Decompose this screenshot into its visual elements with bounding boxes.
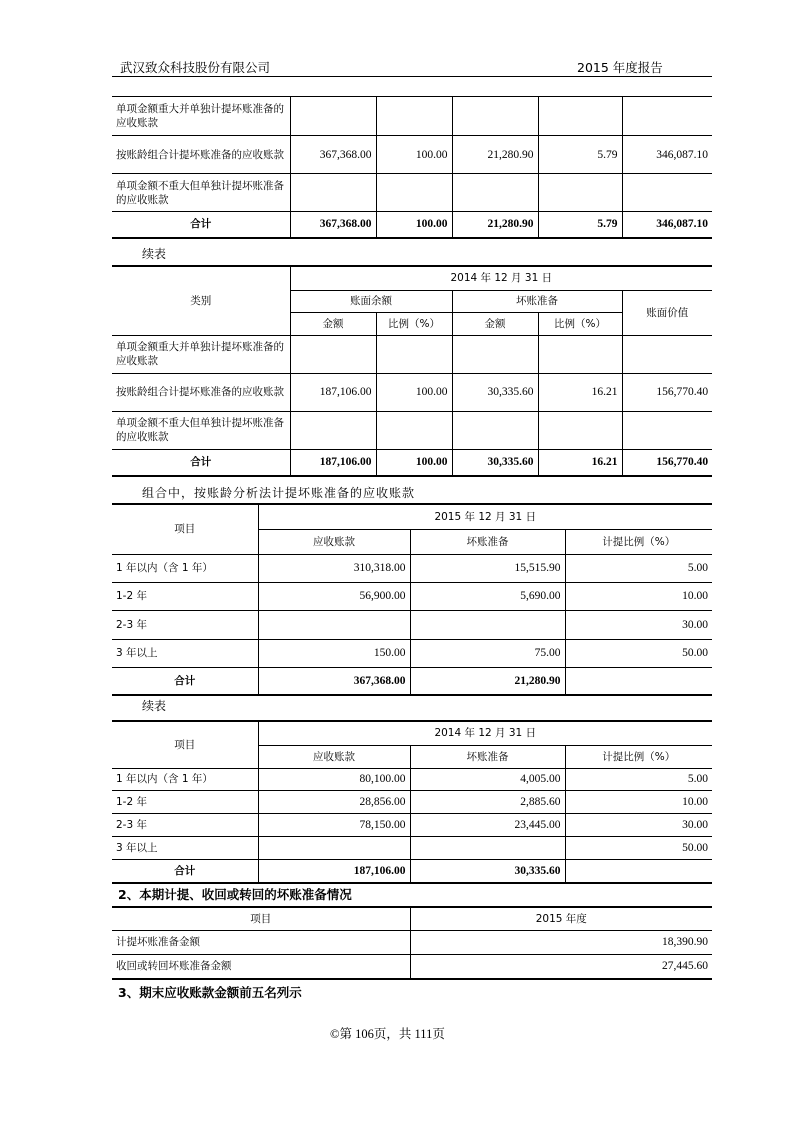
cell: 5,690.00: [410, 582, 565, 610]
row-label: 计提坏账准备金额: [112, 930, 410, 954]
cell: 187,106.00: [258, 859, 410, 883]
cell: 27,445.60: [410, 954, 712, 979]
table-row: [112, 836, 712, 859]
cell: 367,368.00: [258, 667, 410, 695]
header-rule: [112, 76, 712, 77]
table-row: [112, 790, 712, 813]
table-header-row: [112, 721, 712, 745]
cell: 28,856.00: [258, 790, 410, 813]
cell: 5.79: [538, 212, 622, 238]
amount-header: 金额: [452, 312, 538, 335]
cell: [538, 411, 622, 449]
row-label: 单项金额不重大但单独计提坏账准备的应收账款: [112, 174, 290, 212]
cell: [410, 610, 565, 639]
table-header-row: [112, 907, 712, 930]
cell: 18,390.90: [410, 930, 712, 954]
table-2014-category: [112, 265, 712, 477]
cell: [538, 174, 622, 212]
receivable-header: 应收账款: [258, 529, 410, 554]
total-label: 合计: [112, 859, 258, 883]
report-title: 2015 年度报告: [577, 60, 663, 75]
bad-debt-header: 坏账准备: [452, 290, 622, 312]
total-row: [112, 212, 712, 238]
cell: [410, 836, 565, 859]
cell: 21,280.90: [410, 667, 565, 695]
row-label: 2-3 年: [112, 813, 258, 836]
table-header-row: [112, 504, 712, 529]
cell: 367,368.00: [290, 212, 376, 238]
table-2014-aging: [112, 720, 712, 884]
continued-label: 续表: [142, 247, 167, 261]
row-label: 单项金额重大并单独计提坏账准备的应收账款: [112, 97, 290, 136]
total-row: [112, 859, 712, 883]
row-label: 按账龄组合计提坏账准备的应收账款: [112, 373, 290, 411]
cell: [622, 411, 712, 449]
cell: [452, 174, 538, 212]
section-3-heading: 3、期末应收账款金额前五名列示: [118, 985, 302, 1000]
cell: [376, 335, 452, 373]
table-row: [112, 582, 712, 610]
cell: [376, 97, 452, 136]
cell: 310,318.00: [258, 554, 410, 582]
aging-note: 组合中，按账龄分析法计提坏账准备的应收账款: [142, 486, 416, 500]
cell: [565, 667, 712, 695]
row-label: 1-2 年: [112, 790, 258, 813]
table-row: [112, 610, 712, 639]
category-header: 类别: [112, 266, 290, 335]
cell: 23,445.00: [410, 813, 565, 836]
cell: [538, 97, 622, 136]
cell: 156,770.40: [622, 373, 712, 411]
row-label: 3 年以上: [112, 639, 258, 667]
cell: 10.00: [565, 582, 712, 610]
cell: [290, 411, 376, 449]
table-row: [112, 335, 712, 373]
table-row: [112, 136, 712, 174]
cell: 78,150.00: [258, 813, 410, 836]
table-row: [112, 768, 712, 790]
book-balance-header: 账面余额: [290, 290, 452, 312]
date-header: 2014 年 12 月 31 日: [290, 266, 712, 290]
cell: 75.00: [410, 639, 565, 667]
cell: 10.00: [565, 790, 712, 813]
row-label: 单项金额不重大但单独计提坏账准备的应收账款: [112, 411, 290, 449]
cell: [258, 610, 410, 639]
table-provision-2015: [112, 906, 712, 980]
cell: 100.00: [376, 373, 452, 411]
cell: 100.00: [376, 449, 452, 476]
cell: [452, 97, 538, 136]
cell: 187,106.00: [290, 449, 376, 476]
total-row: [112, 667, 712, 695]
cell: 50.00: [565, 639, 712, 667]
cell: [538, 335, 622, 373]
cell: 100.00: [376, 136, 452, 174]
cell: 30.00: [565, 813, 712, 836]
cell: 100.00: [376, 212, 452, 238]
page-footer: ©第 106页，共 111页: [330, 1027, 445, 1041]
row-label: 收回或转回坏账准备金额: [112, 954, 410, 979]
cell: [622, 335, 712, 373]
cell: 346,087.10: [622, 212, 712, 238]
table-row: [112, 97, 712, 136]
ratio-header: 比例（%）: [376, 312, 452, 335]
table-header-row: [112, 266, 712, 290]
cell: [622, 174, 712, 212]
cell: [290, 97, 376, 136]
continued-label: 续表: [142, 699, 167, 713]
row-label: 2-3 年: [112, 610, 258, 639]
ratio-header: 计提比例（%）: [565, 745, 712, 768]
table-row: [112, 954, 712, 979]
table-row: [112, 554, 712, 582]
cell: 80,100.00: [258, 768, 410, 790]
cell: [290, 174, 376, 212]
cell: 21,280.90: [452, 136, 538, 174]
cell: 56,900.00: [258, 582, 410, 610]
cell: 346,087.10: [622, 136, 712, 174]
table-row: [112, 639, 712, 667]
cell: 30.00: [565, 610, 712, 639]
year-header: 2015 年度: [410, 907, 712, 930]
item-header: 项目: [112, 721, 258, 768]
cell: [565, 859, 712, 883]
total-label: 合计: [112, 212, 290, 238]
company-name: 武汉致众科技股份有限公司: [120, 60, 271, 75]
ratio-header: 比例（%）: [538, 312, 622, 335]
cell: 4,005.00: [410, 768, 565, 790]
row-label: 1-2 年: [112, 582, 258, 610]
cell: 187,106.00: [290, 373, 376, 411]
section-2-heading: 2、本期计提、收回或转回的坏账准备情况: [118, 887, 352, 902]
table-row: [112, 373, 712, 411]
cell: [452, 411, 538, 449]
table-2015-category: [112, 96, 712, 239]
cell: 2,885.60: [410, 790, 565, 813]
row-label: 3 年以上: [112, 836, 258, 859]
cell: 5.00: [565, 768, 712, 790]
cell: 15,515.90: [410, 554, 565, 582]
date-header: 2014 年 12 月 31 日: [258, 721, 712, 745]
cell: 16.21: [538, 449, 622, 476]
cell: 150.00: [258, 639, 410, 667]
amount-header: 金额: [290, 312, 376, 335]
total-row: [112, 449, 712, 476]
cell: 5.00: [565, 554, 712, 582]
ratio-header: 计提比例（%）: [565, 529, 712, 554]
cell: [258, 836, 410, 859]
cell: 21,280.90: [452, 212, 538, 238]
total-label: 合计: [112, 667, 258, 695]
row-label: 按账龄组合计提坏账准备的应收账款: [112, 136, 290, 174]
cell: 156,770.40: [622, 449, 712, 476]
cell: [452, 335, 538, 373]
cell: [376, 174, 452, 212]
table-row: [112, 174, 712, 212]
cell: 30,335.60: [452, 373, 538, 411]
bad-debt-header: 坏账准备: [410, 745, 565, 768]
date-header: 2015 年 12 月 31 日: [258, 504, 712, 529]
table-row: [112, 411, 712, 449]
cell: 16.21: [538, 373, 622, 411]
row-label: 1 年以内（含 1 年）: [112, 768, 258, 790]
total-label: 合计: [112, 449, 290, 476]
table-row: [112, 930, 712, 954]
cell: 30,335.60: [410, 859, 565, 883]
bad-debt-header: 坏账准备: [410, 529, 565, 554]
row-label: 1 年以内（含 1 年）: [112, 554, 258, 582]
cell: [376, 411, 452, 449]
cell: 367,368.00: [290, 136, 376, 174]
cell: [290, 335, 376, 373]
book-value-header: 账面价值: [622, 290, 712, 335]
table-2015-aging: [112, 503, 712, 696]
item-header: 项目: [112, 504, 258, 554]
cell: 5.79: [538, 136, 622, 174]
table-row: [112, 813, 712, 836]
cell: 30,335.60: [452, 449, 538, 476]
cell: [622, 97, 712, 136]
item-header: 项目: [112, 907, 410, 930]
receivable-header: 应收账款: [258, 745, 410, 768]
cell: 50.00: [565, 836, 712, 859]
row-label: 单项金额重大并单独计提坏账准备的应收账款: [112, 335, 290, 373]
